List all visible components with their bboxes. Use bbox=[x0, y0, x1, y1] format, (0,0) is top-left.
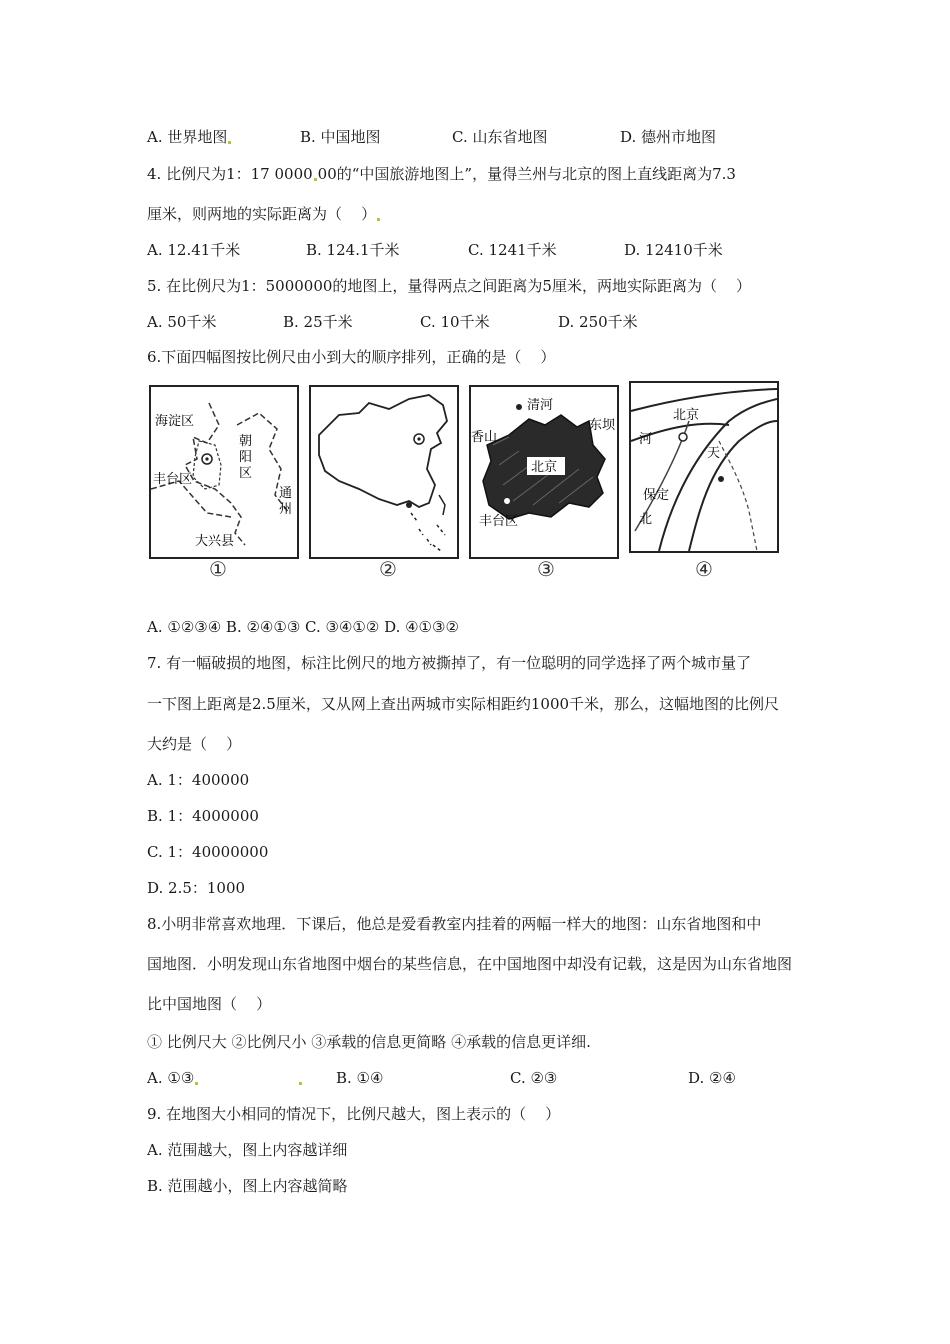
q4-option-c: C. 1241千米 bbox=[468, 241, 557, 259]
q8-line-3: 比中国地图（ ） bbox=[147, 995, 272, 1013]
q3-option-d: D. 德州市地图 bbox=[620, 128, 717, 146]
map-4-number: ④ bbox=[695, 557, 713, 581]
q4-option-b: B. 124.1千米 bbox=[306, 241, 400, 259]
q7-option-b: B. 1：4000000 bbox=[147, 807, 259, 825]
q7-option-d: D. 2.5：1000 bbox=[147, 879, 246, 897]
map1-label-chao: 朝 bbox=[239, 434, 253, 449]
q8-line-2: 国地图．小明发现山东省地图中烟台的某些信息，在中国地图中却没有记载，这是因为山东省地图 bbox=[147, 955, 793, 973]
q4-option-d: D. 12410千米 bbox=[624, 241, 723, 259]
map1-label-haidian: 海淀区 bbox=[155, 414, 195, 429]
map3-label-qinghe: 清河 bbox=[527, 398, 554, 413]
map1-label-daxing: 大兴县 bbox=[195, 534, 235, 549]
map4-label-baoding: 保定 bbox=[643, 488, 670, 503]
q7-line-1: 7. 有一幅破损的地图，标注比例尺的地方被撕掉了，有一位聪明的同学选择了两个城市量了 bbox=[147, 654, 752, 672]
q3-option-b: B. 中国地图 bbox=[300, 128, 381, 146]
mark-dot bbox=[377, 218, 380, 221]
q5-option-c: C. 10千米 bbox=[420, 313, 490, 331]
map3-label-beijing: 北京 bbox=[531, 460, 558, 475]
q6-options: A. ①②③④ B. ②④①③ C. ③④①② D. ④①③② bbox=[147, 618, 459, 636]
map-1-beijing-districts bbox=[149, 385, 299, 559]
q3-option-a: A. 世界地图 bbox=[147, 127, 232, 147]
q4-option-a: A. 12.41千米 bbox=[147, 241, 241, 259]
q4-line-1: 4. 比例尺为1：17 0000 00的“中国旅游地图上”，量得兰州与北京的图上直线距离为7.3 bbox=[147, 165, 736, 183]
mark-dot bbox=[314, 178, 317, 181]
map1-label-yang: 阳 bbox=[239, 450, 253, 465]
map1-label-zhou: 州 bbox=[279, 502, 293, 517]
mark-dot bbox=[195, 1082, 198, 1085]
map4-label-tian: 天 bbox=[707, 446, 721, 461]
map4-label-beijing: 北京 bbox=[673, 408, 700, 423]
q8-line-1: 8.小明非常喜欢地理．下课后，他总是爱看教室内挂着的两幅一样大的地图：山东省地图和中 bbox=[147, 915, 762, 933]
q8-items: ① 比例尺大 ②比例尺小 ③承载的信息更简略 ④承载的信息更详细. bbox=[147, 1033, 591, 1051]
map4-label-he: 河 bbox=[639, 432, 653, 447]
map1-label-tong: 通 bbox=[279, 486, 293, 501]
map-2-china bbox=[309, 385, 459, 559]
map3-label-fengtai: 丰台区 bbox=[479, 514, 519, 529]
q8-option-c: C. ②③ bbox=[510, 1069, 558, 1087]
map-1-number: ① bbox=[209, 557, 227, 581]
map-4-north-china bbox=[629, 381, 781, 555]
q4-line-2: 厘米，则两地的实际距离为（ ） bbox=[147, 204, 381, 224]
q7-line-3: 大约是（ ） bbox=[147, 735, 242, 753]
map-3-beijing-city bbox=[469, 385, 619, 559]
q8-option-a: A. ①③ bbox=[147, 1068, 199, 1088]
map1-label-fengtai: 丰台区 bbox=[153, 472, 193, 487]
q5-option-a: A. 50千米 bbox=[147, 313, 217, 331]
q3-option-c: C. 山东省地图 bbox=[452, 128, 548, 146]
mark-dot bbox=[228, 141, 231, 144]
q7-option-c: C. 1：40000000 bbox=[147, 843, 269, 861]
q5-option-d: D. 250千米 bbox=[558, 313, 638, 331]
mark-dot bbox=[299, 1082, 302, 1085]
map1-label-qu: 区 bbox=[239, 466, 253, 481]
q5-option-b: B. 25千米 bbox=[283, 313, 353, 331]
q6-question: 6.下面四幅图按比例尺由小到大的顺序排列，正确的是（ ） bbox=[147, 348, 556, 366]
map-2-number: ② bbox=[379, 557, 397, 581]
map-3-number: ③ bbox=[537, 557, 555, 581]
q5-question: 5. 在比例尺为1：5000000的地图上，量得两点之间距离为5厘米，两地实际距离为（ ） bbox=[147, 277, 752, 295]
q9-option-b: B. 范围越小，图上内容越简略 bbox=[147, 1177, 348, 1195]
map3-label-xiangshan: 香山 bbox=[471, 430, 498, 445]
map4-label-bei: 北 bbox=[639, 512, 653, 527]
q8-option-b: B. ①④ bbox=[336, 1069, 384, 1087]
q7-line-2: 一下图上距离是2.5厘米，又从网上查出两城市实际相距约1000千米，那么，这幅地图的比例尺 bbox=[147, 695, 780, 713]
q8-option-d: D. ②④ bbox=[688, 1069, 736, 1087]
q7-option-a: A. 1：400000 bbox=[147, 771, 250, 789]
q9-question: 9. 在地图大小相同的情况下，比例尺越大，图上表示的（ ） bbox=[147, 1105, 561, 1123]
q9-option-a: A. 范围越大，图上内容越详细 bbox=[147, 1141, 348, 1159]
four-maps-figure bbox=[147, 381, 781, 581]
map3-label-dongba: 东坝 bbox=[589, 418, 616, 433]
